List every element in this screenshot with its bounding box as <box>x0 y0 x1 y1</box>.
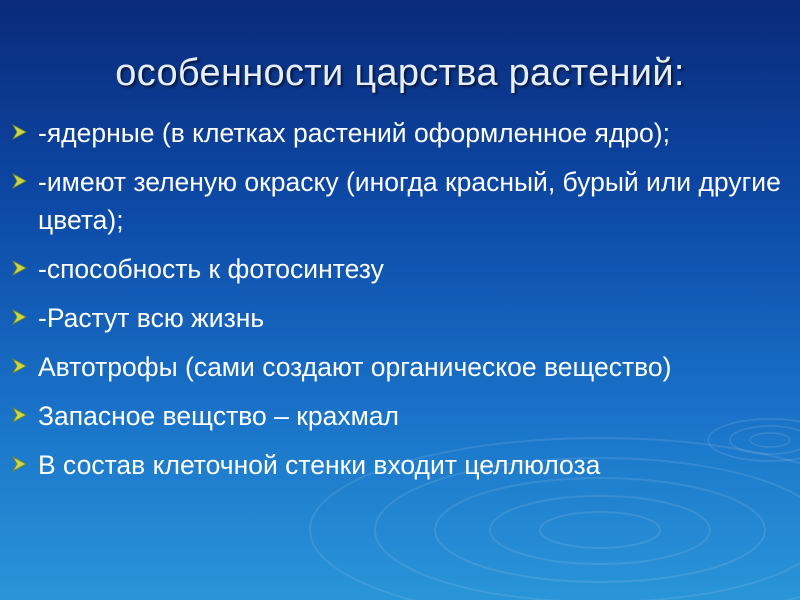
arrow-triangle-icon <box>11 259 29 277</box>
bullet-item <box>0 114 800 152</box>
bullet-text: Автотрофы (сами создают органическое вещество) <box>38 352 672 382</box>
bullet-text: -способность к фотосинтезу <box>38 254 384 284</box>
bullet-text: -Растут всю жизнь <box>38 303 265 333</box>
arrow-triangle-icon <box>11 123 29 141</box>
slide-title: особенности царства растений: <box>115 52 685 94</box>
arrow-triangle-icon <box>11 172 29 190</box>
arrow-triangle-icon <box>11 406 29 424</box>
bullet-text: В состав клеточной стенки входит целлюлоза <box>38 450 601 480</box>
bullet-item <box>0 163 800 239</box>
arrow-triangle-icon <box>11 455 29 473</box>
bullet-list <box>0 114 800 495</box>
arrow-triangle-icon <box>11 308 29 326</box>
bullet-item <box>0 250 800 288</box>
bullet-text: Запасное вещство – крахмал <box>38 401 399 431</box>
bullet-item <box>0 348 800 386</box>
bullet-text: -имеют зеленую окраску (иногда красный, бурый или другие цвета); <box>38 167 781 235</box>
arrow-triangle-icon <box>11 357 29 375</box>
bullet-text: -ядерные (в клетках растений оформленное ядро); <box>38 118 670 148</box>
bullet-item <box>0 299 800 337</box>
bullet-item <box>0 446 800 484</box>
bullet-item <box>0 397 800 435</box>
